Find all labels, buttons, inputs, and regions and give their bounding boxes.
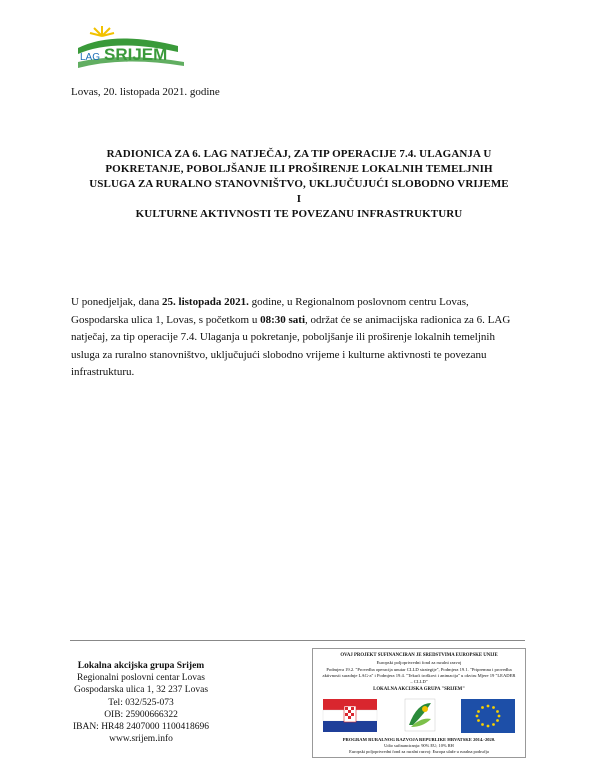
title-line: RADIONICA ZA 6. LAG NATJEČAJ, ZA TIP OPERACIJE 7.4. ULAGANJA U [106,148,492,160]
document-title [88,147,510,222]
eu-program-name: PROGRAM RURALNOG RAZVOJA REPUBLIKE HRVATSKE 2014.-2020. [342,737,496,742]
footer-phone: Tel: 032/525-073 [108,697,174,708]
logo-lag-text: LAG [80,52,101,63]
footer-divider [70,640,525,641]
lag-srijem-logo [74,22,190,72]
footer-org-name: Lokalna akcijska grupa Srijem [77,661,205,671]
footer-contact [62,660,220,745]
title-line: KULTURNE AKTIVNOSTI TE POVEZANU INFRASTRUKTURU [135,208,463,220]
body-paragraph [71,294,526,382]
eu-funding-box [312,648,526,758]
funding-flags [321,697,519,733]
title-line: POKRETANJE, POBOLJŠANJE ILI PROŠIRENJE LOKALNIH TEMELJNIH [105,163,493,175]
title-line: USLUGA ZA RURALNO STANOVNIŠTVO, UKLJUČUJUĆI SLOBODNO VRIJEME I [89,178,509,205]
footer-street: Gospodarska ulica 1, 32 237 Lovas [73,685,209,696]
body-text-part: , održat će se animacijska radionica za 6. LAG natječaj, za tip operacije 7.4. Ulaganja u pokretanje, poboljšanje ili proširenje lokalnih temeljnih usluga za ruralno stanovništvo, uključujući slobodno vrijeme i kulturne aktivnosti te povezanu infrastrukturu. [71,313,511,379]
croatia-flag-icon [323,699,377,732]
workshop-time: 08:30 sati [260,313,306,326]
footer-iban: IBAN: HR48 2407000 1100418696 [72,722,210,733]
footer-address: Regionalni poslovni centar Lovas [77,673,205,684]
eu-measure-text: Podmjera 19.2. "Provedba operacija unutar CLLD strategije", Podmjera 19.1. "Pripremna i provedba aktivnosti suradnje LAG-a" i Podmjera 19.4. "Tekući troškovi i animacija" u okviru Mjere 19 "LEADER – CLLD" [322,667,516,684]
eu-lag-name: LOKALNA AKCIJSKA GRUPA "SRIJEM" [373,687,465,692]
eu-slogan: Europski poljoprivredni fond za ruralni razvoj: Europa ulaže u ruralna područja [349,749,489,754]
leader-logo-icon [405,699,435,731]
footer-oib: OIB: 25900666322 [104,709,178,720]
body-text-part: U ponedjeljak, dana [71,296,163,308]
footer-website-link[interactable]: www.srijem.info [109,734,173,745]
lag-logo-graphic [74,22,190,72]
eu-flag-icon [461,699,515,733]
eu-fund-name: Europski poljoprivredni fond za ruralni razvoj [376,660,462,665]
eu-cofinancing-rate: Udio sufinanciranja: 90% EU; 10% RH [384,743,454,748]
place-date: Lovas, 20. listopada 2021. godine [71,86,220,98]
eu-funding-header: OVAJ PROJEKT SUFINANCIRAN JE SREDSTVIMA EUROPSKE UNIJE [340,653,498,658]
logo-srijem-text: SRIJEM [104,45,168,64]
workshop-date: 25. listopada 2021. [162,296,249,308]
body-text-part: godine, u Regionalnom poslovnom centru Lovas, Gospodarska ulica 1, Lovas, s početkom u [71,296,469,326]
